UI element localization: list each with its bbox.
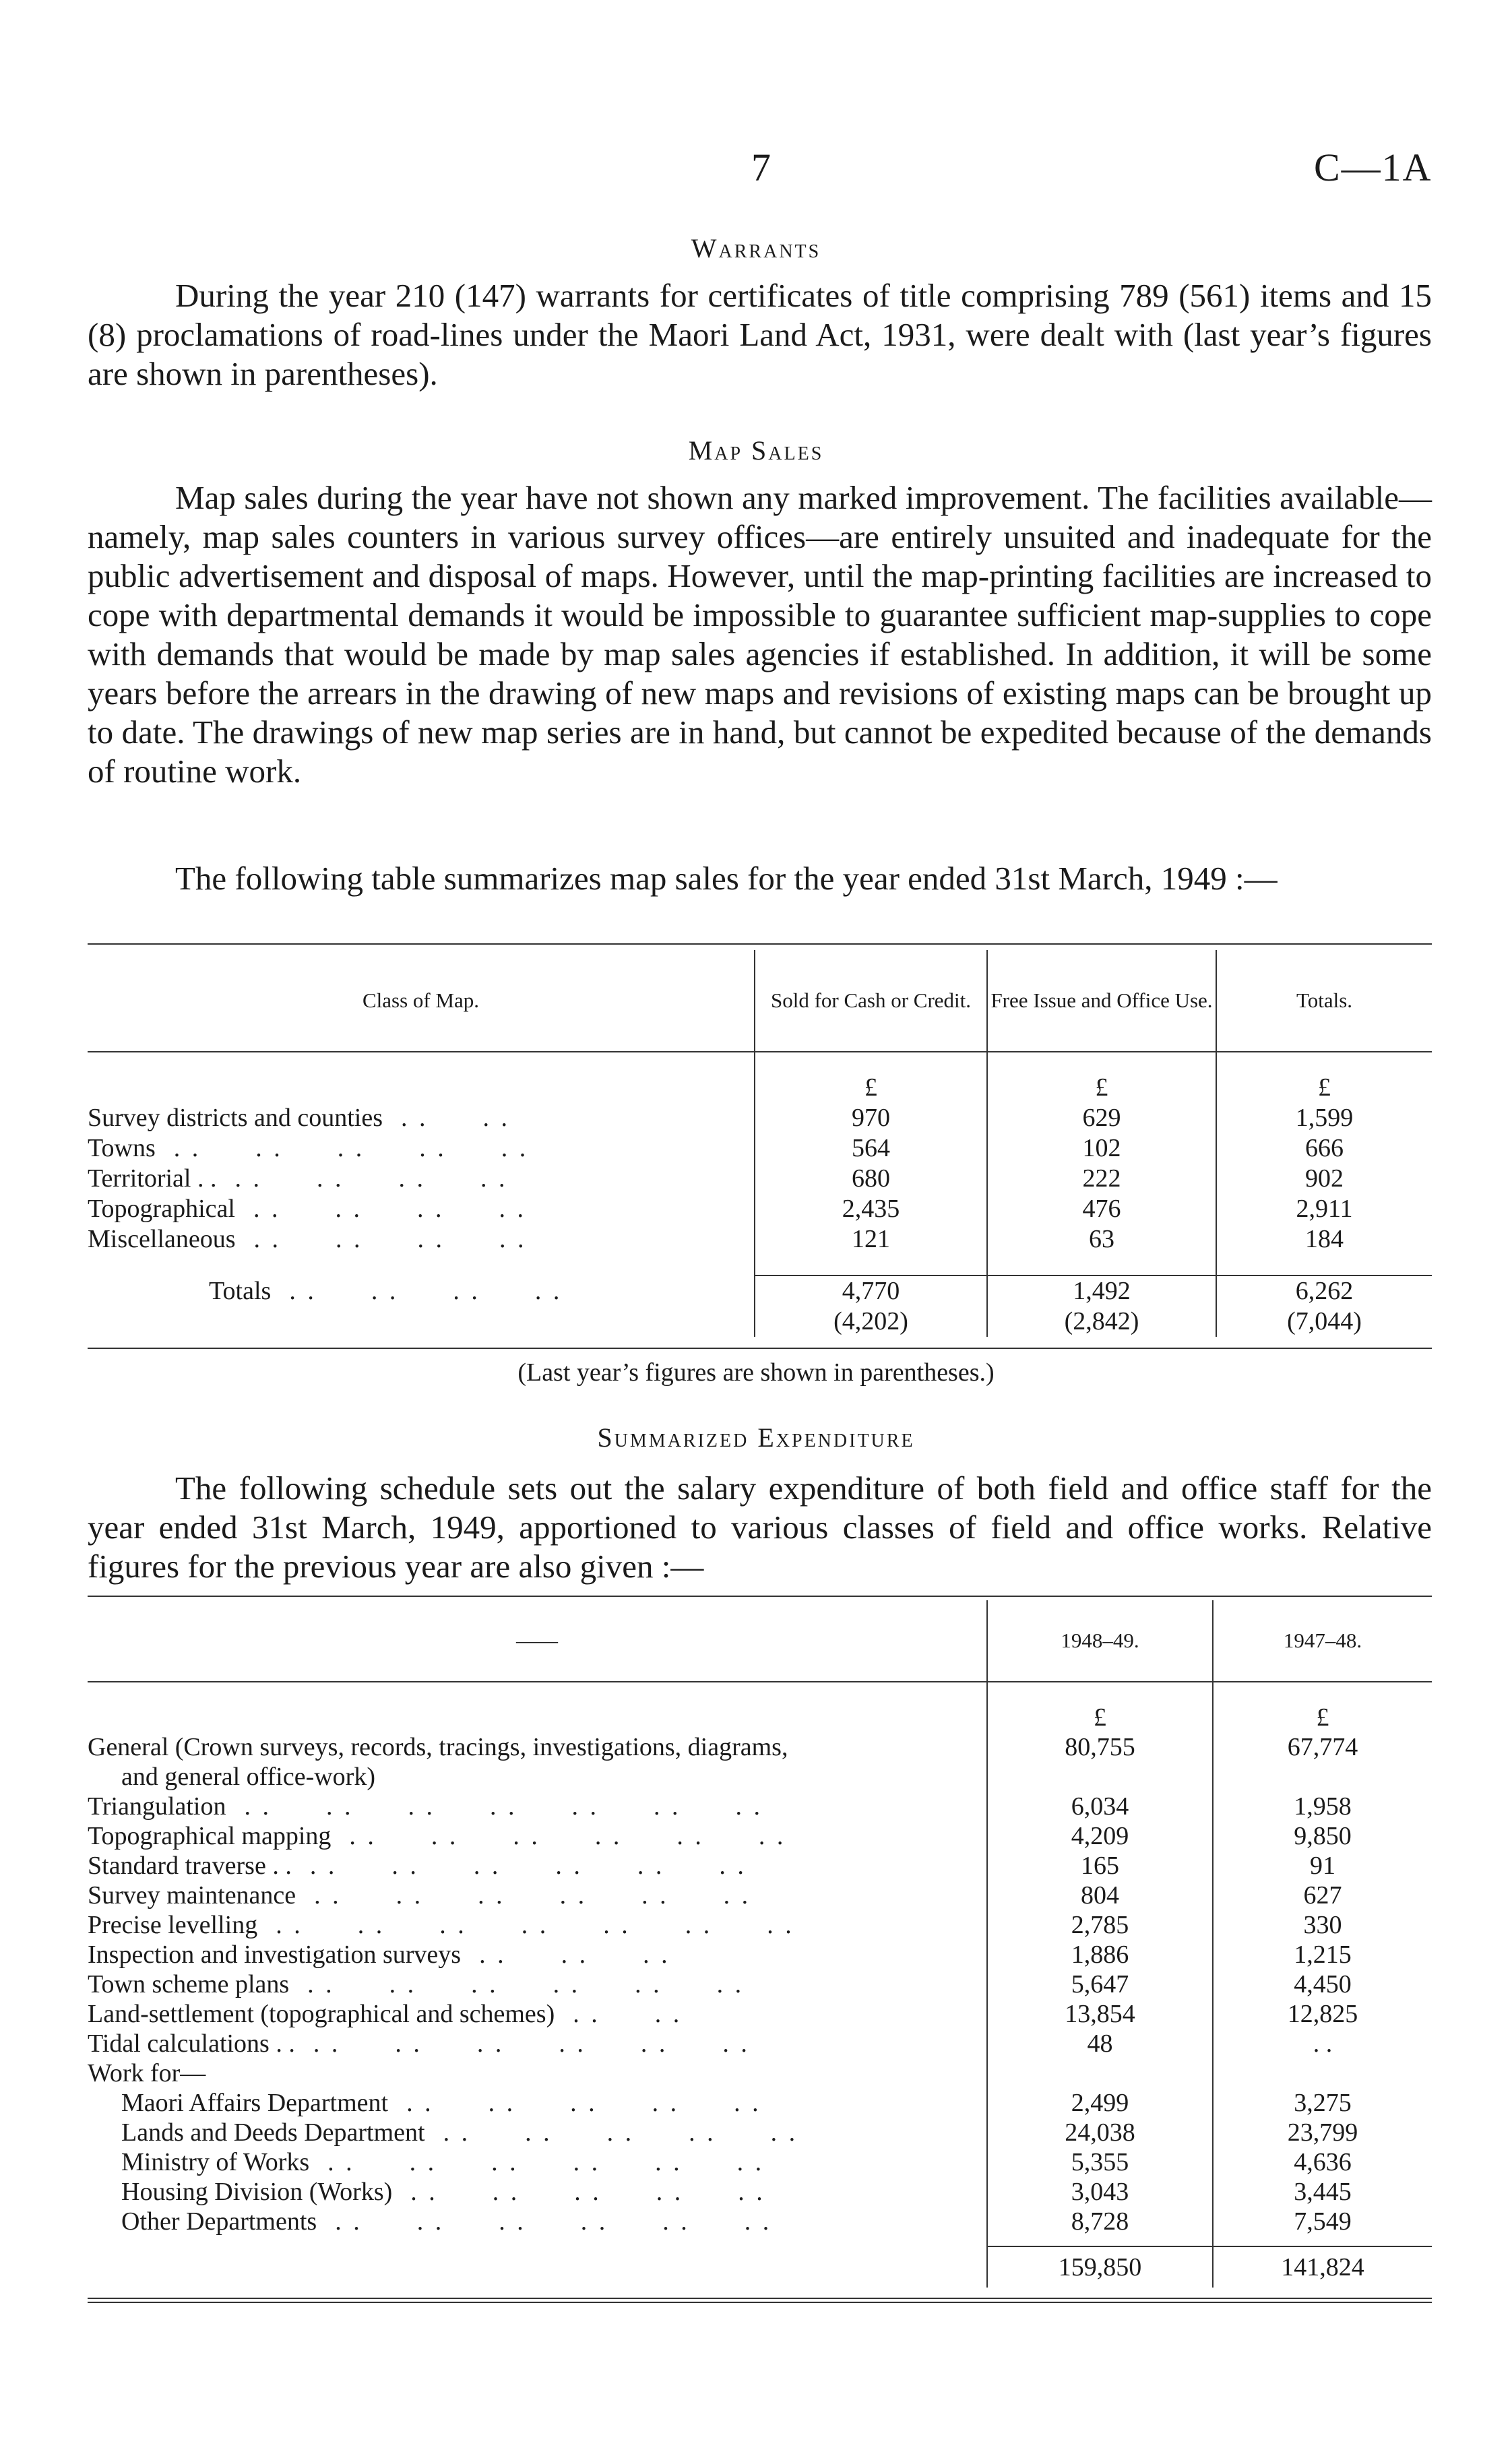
last-year-row (88, 1306, 1432, 1337)
expenditure-heading: Summarized Expenditure (597, 1422, 915, 1453)
row-label: Territorial . . (88, 1164, 217, 1193)
col-classification: —— (516, 1629, 558, 1652)
free-value: 629 (987, 1103, 1216, 1133)
leader-dots: . . . . . . . . . . (392, 2178, 765, 2206)
total-1948-49: 159,850 (987, 2246, 1213, 2288)
leader-dots: . . . . . . . . . . . . . . (257, 1911, 794, 1939)
exp-totals-row (88, 2246, 1432, 2288)
table-row (88, 1224, 1432, 1255)
value-1948-49: 8,728 (987, 2207, 1213, 2236)
exp-table-spacer (88, 2236, 1432, 2246)
exp-table-currency-row (88, 1703, 1432, 1732)
row-label: Lands and Deeds Department (121, 2118, 425, 2147)
warrants-paragraph: During the year 210 (147) warrants for certificates of title comprising 789 (561) items and 15 (8) proclamations of road-lines under the Maori Land Act, 1931, were dealt with (last year’s figures are shown in parentheses). (88, 277, 1432, 392)
leader-dots: . . . . . . . . . . (424, 2118, 798, 2147)
table-row (88, 1164, 1432, 1194)
row-label: Survey districts and counties (88, 1104, 383, 1132)
table-row (88, 2058, 1432, 2088)
value-1947-48: 7,549 (1213, 2207, 1432, 2236)
table-row (88, 2177, 1432, 2207)
row-label: Topographical mapping (88, 1822, 332, 1850)
currency-symbol: £ (755, 1073, 987, 1103)
map-table-top-rule (88, 943, 1432, 945)
table-row (88, 1133, 1432, 1164)
page-reference: C—1A (1314, 146, 1432, 189)
value-1947-48: 91 (1213, 1851, 1432, 1881)
leader-dots: . . . . . . . . (234, 1195, 526, 1223)
table-row (88, 2147, 1432, 2177)
row-label: Towns (88, 1134, 156, 1162)
table-row (88, 2088, 1432, 2118)
value-1948-49: 4,209 (987, 1821, 1213, 1851)
free-total: 1,492 (987, 1275, 1216, 1306)
currency-symbol: £ (987, 1703, 1213, 1732)
row-label: Tidal calculations . . (88, 2029, 295, 2058)
table-row (88, 1194, 1432, 1224)
currency-symbol: £ (987, 1073, 1216, 1103)
map-table-bottom-rule (88, 1348, 1432, 1349)
leader-dots: . . . . . . . . (271, 1276, 563, 1305)
map-table-note: (Last year’s figures are shown in parentheses.) (517, 1358, 995, 1387)
row-label: Miscellaneous (88, 1225, 236, 1253)
map-table-currency-row (88, 1073, 1432, 1103)
exp-table-spacer (88, 1682, 1432, 1703)
table-row (88, 2207, 1432, 2236)
value-1947-48: 23,799 (1213, 2118, 1432, 2147)
col-totals: Totals. (1216, 950, 1432, 1052)
leader-dots: . . . . . . . . . . . . (289, 1970, 745, 1998)
value-1948-49: 5,647 (987, 1969, 1213, 1999)
row-label: Precise levelling (88, 1911, 258, 1939)
total-1947-48: 141,824 (1213, 2246, 1432, 2288)
leader-dots: . . . . (382, 1104, 510, 1132)
value-1948-49: 6,034 (987, 1792, 1213, 1821)
row-label: Topographical (88, 1195, 235, 1223)
total-value: 2,911 (1216, 1194, 1432, 1224)
value-1947-48: 4,450 (1213, 1969, 1432, 1999)
map-table-spacer (88, 1255, 1432, 1275)
total-value: 666 (1216, 1133, 1432, 1164)
exp-table-header-row (88, 1600, 1432, 1682)
value-1947-48: 9,850 (1213, 1821, 1432, 1851)
value-1947-48: 627 (1213, 1881, 1432, 1910)
value-1947-48: . . (1213, 2029, 1432, 2058)
leader-dots: . . . . . . . . . . . . (296, 1881, 751, 1910)
row-label: Inspection and investigation surveys (88, 1941, 462, 1969)
sold-value: 564 (755, 1133, 987, 1164)
leader-dots: . . . . . . . . . . . . (331, 1822, 786, 1850)
sold-last-year: (4,202) (755, 1306, 987, 1337)
total-value: 184 (1216, 1224, 1432, 1255)
value-1947-48: 330 (1213, 1910, 1432, 1940)
total-last-year: (7,044) (1216, 1306, 1432, 1337)
row-label: Land-settlement (topographical and schemes) (88, 2000, 555, 2028)
total-value: 902 (1216, 1164, 1432, 1194)
leader-dots: . . . . . . . . (235, 1225, 527, 1253)
sold-value: 2,435 (755, 1194, 987, 1224)
exp-table-bottom-rule (88, 2298, 1432, 2303)
value-1948-49: 804 (987, 1881, 1213, 1910)
value-1948-49: 80,755 (987, 1732, 1213, 1762)
value-1947-48: 3,275 (1213, 2088, 1432, 2118)
value-1948-49: 1,886 (987, 1940, 1213, 1969)
leader-dots: . . . . (555, 2000, 683, 2028)
leader-dots: . . . . . . . . . . . . (294, 2029, 750, 2058)
value-1948-49: 3,043 (987, 2177, 1213, 2207)
expenditure-paragraph: The following schedule sets out the salary expenditure of both field and office staff for the year ended 31st March, 1949, apportioned to various classes of field and office works. Relative figures for the previous year are also given :— (88, 1470, 1432, 1585)
currency-symbol: £ (1213, 1703, 1432, 1732)
value-1947-48: 67,774 (1213, 1732, 1432, 1762)
col-1948-49: 1948–49. (987, 1600, 1213, 1682)
map-sales-paragraph: Map sales during the year have not shown any marked improvement. The facilities available—namely, map sales counters in various survey offices—are entirely unsuited and inadequate for the public advertisement and disposal of maps. However, until the map-printing facilities are increased to cope with departmental demands it would be impossible to guarantee sufficient map-supplies to cope with demands that would be made by map sales agencies if established. In addition, it will be some years before the arrears in the drawing of new maps and revisions of existing maps can be brought up to date. The drawings of new map series are in hand, but cannot be expedited because of the demands of routine work. (88, 479, 1432, 790)
leader-dots: . . . . . . . . . . . . (291, 1852, 747, 1880)
table-row (88, 1851, 1432, 1881)
expenditure-table (88, 1600, 1432, 2288)
col-sold-for-cash: Sold for Cash or Credit. (755, 950, 987, 1052)
value-1948-49: 165 (987, 1851, 1213, 1881)
table-row (88, 1910, 1432, 1940)
row-label: Other Departments (121, 2207, 317, 2236)
value-1947-48 (1213, 2058, 1432, 2088)
row-label: General (Crown surveys, records, tracings, investigations, diagrams, (88, 1733, 788, 1761)
leader-dots: . . . . . . . . (216, 1164, 508, 1193)
value-1947-48: 1,215 (1213, 1940, 1432, 1969)
value-1948-49 (987, 1762, 1213, 1792)
row-label: Work for— (88, 2059, 206, 2087)
map-sales-heading: Map Sales (688, 435, 824, 466)
currency-symbol: £ (1216, 1073, 1432, 1103)
col-class-of-map: Class of Map. (362, 988, 480, 1012)
leader-dots: . . . . . . (461, 1941, 670, 1969)
table-row (88, 2029, 1432, 2058)
map-table-spacer (88, 1052, 1432, 1073)
value-1947-48: 4,636 (1213, 2147, 1432, 2177)
value-1948-49: 2,499 (987, 2088, 1213, 2118)
table-row (88, 1762, 1432, 1792)
col-1947-48: 1947–48. (1213, 1600, 1432, 1682)
row-label: Maori Affairs Department (121, 2089, 389, 2117)
leader-dots: . . . . . . . . . . . . . . (226, 1792, 763, 1821)
table-row (88, 1732, 1432, 1762)
page-number: 7 (751, 146, 771, 189)
value-1948-49: 48 (987, 2029, 1213, 2058)
grand-total: 6,262 (1216, 1275, 1432, 1306)
exp-table-top-rule (88, 1596, 1432, 1597)
table-row (88, 1792, 1432, 1821)
expenditure-rows (88, 1732, 1432, 2236)
free-value: 222 (987, 1164, 1216, 1194)
sold-value: 121 (755, 1224, 987, 1255)
map-sales-table (88, 950, 1432, 1337)
total-value: 1,599 (1216, 1103, 1432, 1133)
value-1947-48: 1,958 (1213, 1792, 1432, 1821)
leader-dots: . . . . . . . . . . . . (309, 2148, 765, 2176)
table-row (88, 1940, 1432, 1969)
row-label: Town scheme plans (88, 1970, 290, 1998)
row-label: Housing Division (Works) (121, 2178, 393, 2206)
totals-label: Totals (209, 1276, 272, 1305)
value-1948-49 (987, 2058, 1213, 2088)
free-value: 63 (987, 1224, 1216, 1255)
row-label: Survey maintenance (88, 1881, 296, 1910)
col-free-issue: Free Issue and Office Use. (987, 950, 1216, 1052)
sold-value: 680 (755, 1164, 987, 1194)
map-sales-table-intro: The following table summarizes map sales for the year ended 31st March, 1949 :— (175, 860, 1278, 897)
row-label: Ministry of Works (121, 2148, 310, 2176)
table-row (88, 2118, 1432, 2147)
leader-dots: . . . . . . . . . . (388, 2089, 761, 2117)
leader-dots: . . . . . . . . . . . . (317, 2207, 772, 2236)
map-table-header-row (88, 950, 1432, 1052)
sold-total: 4,770 (755, 1275, 987, 1306)
value-1948-49: 2,785 (987, 1910, 1213, 1940)
warrants-heading: Warrants (691, 233, 821, 263)
value-1947-48 (1213, 1762, 1432, 1792)
table-row (88, 1103, 1432, 1133)
table-row (88, 1999, 1432, 2029)
free-value: 476 (987, 1194, 1216, 1224)
table-row (88, 1969, 1432, 1999)
row-label: Standard traverse . . (88, 1852, 292, 1880)
value-1948-49: 24,038 (987, 2118, 1213, 2147)
table-row (88, 1881, 1432, 1910)
value-1948-49: 13,854 (987, 1999, 1213, 2029)
totals-row (88, 1275, 1432, 1306)
row-label: and general office-work) (121, 1763, 375, 1791)
value-1947-48: 12,825 (1213, 1999, 1432, 2029)
sold-value: 970 (755, 1103, 987, 1133)
free-last-year: (2,842) (987, 1306, 1216, 1337)
leader-dots: . . . . . . . . . . (155, 1134, 529, 1162)
row-label: Triangulation (88, 1792, 226, 1821)
value-1947-48: 3,445 (1213, 2177, 1432, 2207)
free-value: 102 (987, 1133, 1216, 1164)
table-row (88, 1821, 1432, 1851)
value-1948-49: 5,355 (987, 2147, 1213, 2177)
